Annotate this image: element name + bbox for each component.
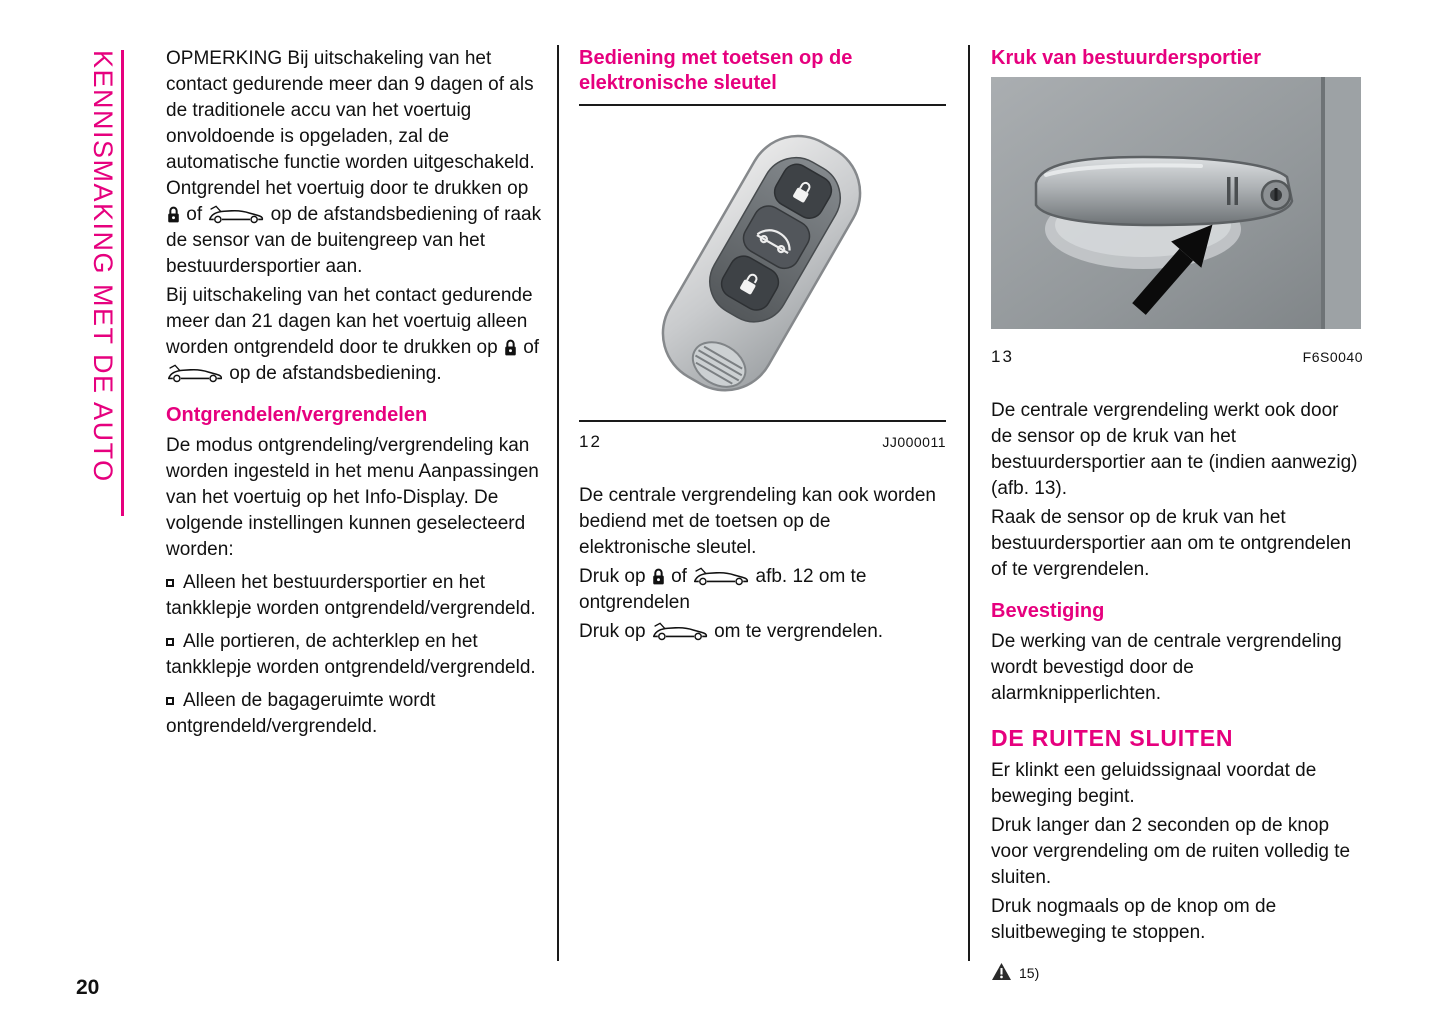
square-bullet-icon — [166, 697, 174, 705]
list-item — [166, 629, 544, 681]
list-item — [166, 688, 544, 740]
square-bullet-icon — [166, 638, 174, 646]
door-handle-figure — [991, 77, 1363, 370]
car-remote-icon — [692, 566, 750, 587]
paragraph: Raak de sensor op de kruk van het bestuurdersportier aan om te ontgrendelen of te vergrendelen. — [991, 507, 1352, 580]
paragraph: De centrale vergrendeling werkt ook door de sensor op de kruk van het bestuurdersportier aan te (indien aanwezig) (afb. 13). — [991, 400, 1358, 499]
footnote-row — [991, 962, 1363, 981]
note-text: op de afstandsbediening of raak de sensor van de buitengreep van het bestuurdersportier aan. — [166, 204, 542, 277]
column-3 — [991, 46, 1363, 981]
lock-icon — [166, 204, 181, 225]
car-remote-icon — [166, 363, 224, 384]
body-text: of — [517, 337, 540, 358]
heading-rule — [579, 104, 946, 106]
column-2 — [579, 46, 946, 648]
section-heading-bevestiging: Bevestiging — [991, 600, 1105, 622]
figure-number: 13 — [991, 347, 1014, 366]
key-fob-figure — [579, 116, 946, 455]
car-remote-icon — [651, 621, 709, 642]
section-heading-ruiten-sluiten: DE RUITEN SLUITEN — [991, 725, 1234, 751]
paragraph: Er klinkt een geluidssignaal voordat de beweging begint. — [991, 760, 1317, 807]
paragraph — [579, 619, 946, 645]
paragraph — [579, 564, 946, 616]
paragraph: Druk langer dan 2 seconden op de knop voor vergrendeling om de ruiten volledig te sluiten. — [991, 815, 1351, 888]
list-item-text: Alleen de bagageruimte wordt ontgrendeld/vergrendeld. — [166, 690, 436, 737]
warning-icon — [991, 962, 1012, 981]
body-text: Druk op — [579, 566, 651, 587]
note-text: OPMERKING Bij uitschakeling van het contact gedurende meer dan 9 dagen of als de traditionele accu van het voertuig onvoldoende is opgeladen, zal de automatische functie worden uitgeschakeld. Ontgrendel het voertuig door te drukken op — [166, 48, 535, 199]
square-bullet-icon — [166, 579, 174, 587]
door-handle-photo — [991, 77, 1361, 329]
body-text: Druk op — [579, 621, 651, 642]
column-divider — [557, 45, 559, 961]
paragraph-note — [166, 46, 544, 280]
chapter-sidebar-title: KENNISMAKING MET DE AUTO — [88, 50, 118, 483]
figure-code: JJ000011 — [882, 434, 946, 450]
lock-icon — [503, 337, 518, 358]
figure-code: F6S0040 — [1302, 349, 1363, 365]
section-heading-sleutel: Bediening met toetsen op de elektronische sleutel — [579, 47, 853, 94]
paragraph: De centrale vergrendeling kan ook worden bediend met de toetsen op de elektronische sleutel. — [579, 485, 936, 558]
note-text: of — [181, 204, 208, 225]
list-item — [166, 570, 544, 622]
body-text: om te vergrendelen. — [708, 621, 884, 642]
section-heading-ontgrendelen: Ontgrendelen/vergrendelen — [166, 404, 428, 426]
paragraph: De modus ontgrendeling/vergrendeling kan worden ingesteld in het menu Aanpassingen van het voertuig op het Info-Display. De volgende instellingen kunnen geselecteerd worden: — [166, 435, 539, 560]
figure-caption — [579, 422, 946, 455]
paragraph: De werking van de centrale vergrendeling wordt bevestigd door de alarmknipperlichten. — [991, 631, 1342, 704]
chapter-accent-line — [121, 50, 124, 516]
body-text: op de afstandsbediening. — [224, 363, 442, 384]
paragraph — [166, 283, 544, 387]
page-number: 20 — [76, 976, 100, 999]
body-text: afb. 12 om te ontgrendelen — [579, 566, 867, 613]
paragraph: Druk nogmaals op de knop om de sluitbeweging te stoppen. — [991, 896, 1277, 943]
section-heading-kruk: Kruk van bestuurdersportier — [991, 47, 1262, 69]
lock-icon — [651, 566, 666, 587]
figure-caption — [991, 337, 1363, 370]
body-text: of — [665, 566, 693, 587]
column-divider — [968, 45, 970, 961]
list-item-text: Alleen het bestuurdersportier en het tankklepje worden ontgrendeld/vergrendeld. — [166, 572, 536, 619]
car-remote-icon — [207, 204, 265, 225]
column-1 — [166, 46, 544, 742]
body-text: Bij uitschakeling van het contact gedurende meer dan 21 dagen kan het voertuig alleen worden ontgrendeld door te drukken op — [166, 285, 533, 358]
list-item-text: Alle portieren, de achterklep en het tankklepje worden ontgrendeld/vergrendeld. — [166, 631, 536, 678]
figure-number: 12 — [579, 432, 602, 451]
key-fob-illustration — [579, 116, 939, 408]
footnote-reference: 15) — [1019, 965, 1040, 981]
